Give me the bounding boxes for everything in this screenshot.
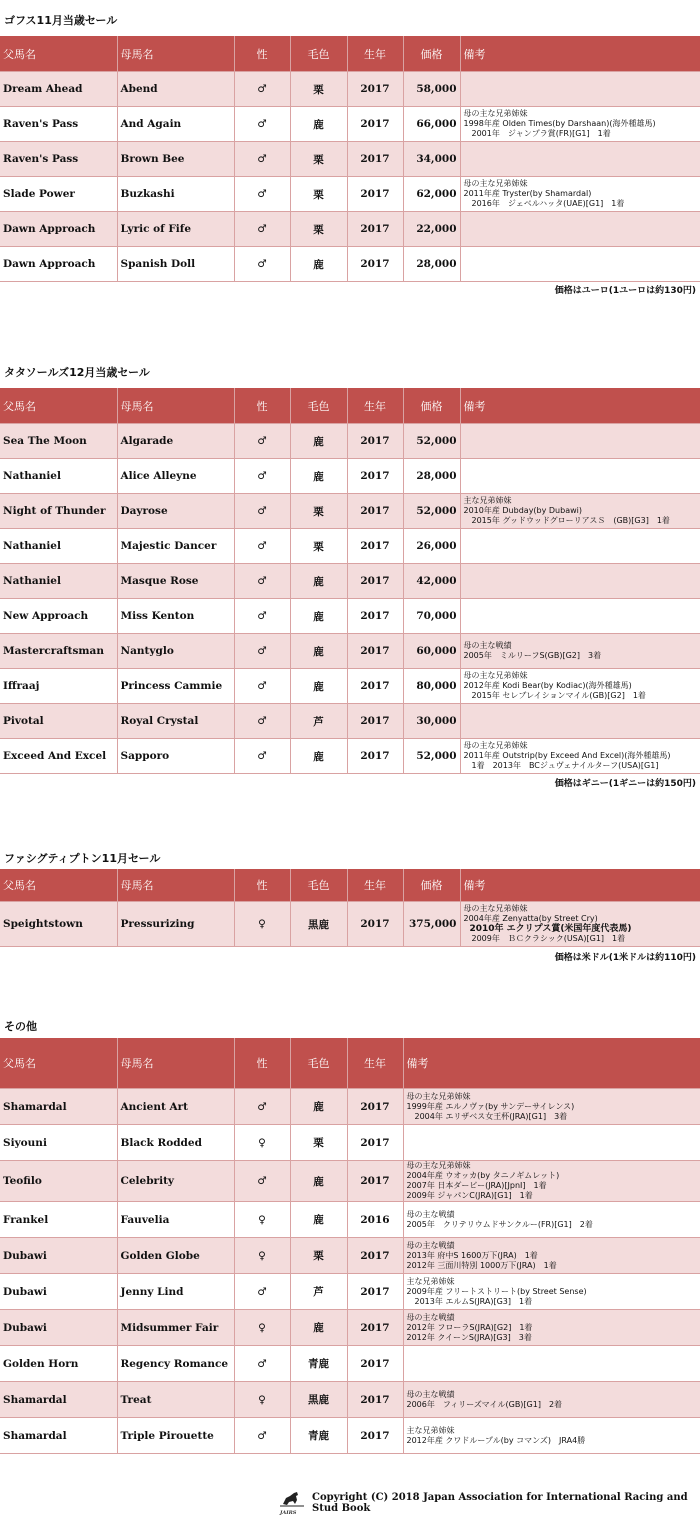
birth-year-cell: 2017: [347, 1310, 403, 1346]
table-row: [0, 669, 700, 704]
dam-cell: Fauvelia: [117, 1202, 234, 1238]
note-cell: [460, 529, 700, 564]
note-cell: [460, 459, 700, 494]
price-cell: 375,000: [403, 902, 460, 947]
coat-color-cell: 鹿: [290, 739, 347, 774]
sire-cell: Exceed And Excel: [0, 739, 117, 774]
note-line: 2011年産 Tryster(by Shamardal): [463, 189, 592, 198]
coat-color-cell: 栗: [290, 72, 347, 107]
dam-cell: Jenny Lind: [117, 1274, 234, 1310]
note-line: 母の主な兄弟姉妹: [406, 1091, 471, 1101]
note-line: 2005年 クリテリウムドサンクルー(FR)[G1] 2着: [406, 1219, 593, 1229]
birth-year-cell: 2016: [347, 1202, 403, 1238]
note-cell: [460, 72, 700, 107]
sex-cell: ♂: [234, 177, 290, 212]
note-cell: [460, 494, 700, 529]
col-sire: 父馬名: [0, 36, 117, 72]
note-cell: [460, 424, 700, 459]
coat-color-cell: 栗: [290, 212, 347, 247]
price-cell: 34,000: [403, 142, 460, 177]
birth-year-cell: 2017: [347, 1161, 403, 1202]
price-footnote-goffs: 価格はユーロ(1ユーロは約130円): [554, 286, 696, 296]
dam-cell: Royal Crystal: [117, 704, 234, 739]
sire-cell: Golden Horn: [0, 1346, 117, 1382]
note-cell: [403, 1310, 700, 1346]
note-line: 母の主な兄弟姉妹: [463, 904, 528, 913]
birth-year-cell: 2017: [347, 669, 403, 704]
price-footnote-tattersalls: 価格はギニー(1ギニーは約150円): [554, 779, 696, 789]
note-line: 母の主な兄弟姉妹: [463, 741, 528, 750]
sire-cell: Frankel: [0, 1202, 117, 1238]
note-cell: [460, 212, 700, 247]
sex-cell: ♂: [234, 564, 290, 599]
note-line: 2009年産 フリートストリート(by Street Sense): [406, 1286, 587, 1296]
note-line: 母の主な戦績: [406, 1209, 455, 1219]
dam-cell: And Again: [117, 107, 234, 142]
birth-year-cell: 2017: [347, 1346, 403, 1382]
sex-cell: ♀: [234, 1310, 290, 1346]
table-row: [0, 212, 700, 247]
sire-cell: Sea The Moon: [0, 424, 117, 459]
dam-cell: Abend: [117, 72, 234, 107]
col-sex: 性: [234, 869, 290, 902]
sex-cell: ♂: [234, 529, 290, 564]
note-line: 2013年 府中S 1600万下(JRA) 1着: [406, 1250, 538, 1260]
birth-year-cell: 2017: [347, 634, 403, 669]
dam-cell: Nantyglo: [117, 634, 234, 669]
dam-cell: Dayrose: [117, 494, 234, 529]
table-row: [0, 1346, 700, 1382]
birth-year-cell: 2017: [347, 142, 403, 177]
dam-cell: Buzkashi: [117, 177, 234, 212]
col-note: 備考: [460, 388, 700, 424]
birth-year-cell: 2017: [347, 1274, 403, 1310]
sire-cell: Teofilo: [0, 1161, 117, 1202]
price-cell: 28,000: [403, 459, 460, 494]
dam-cell: Ancient Art: [117, 1089, 234, 1125]
sire-cell: Dawn Approach: [0, 247, 117, 282]
coat-color-cell: 鹿: [290, 107, 347, 142]
price-cell: 66,000: [403, 107, 460, 142]
sex-cell: ♂: [234, 669, 290, 704]
dam-cell: Regency Romance: [117, 1346, 234, 1382]
col-dam: 母馬名: [117, 1038, 234, 1089]
price-cell: 62,000: [403, 177, 460, 212]
note-line: 母の主な戦績: [406, 1389, 455, 1399]
coat-color-cell: 黒鹿: [290, 902, 347, 947]
note-cell: [460, 177, 700, 212]
dam-cell: Algarade: [117, 424, 234, 459]
sex-cell: ♀: [234, 902, 290, 947]
col-color: 毛色: [290, 1038, 347, 1089]
coat-color-cell: 栗: [290, 142, 347, 177]
note-line: 2016年 ジェベルハッタ(UAE)[G1] 1着: [463, 199, 625, 208]
price-cell: 26,000: [403, 529, 460, 564]
col-year: 生年: [347, 869, 403, 902]
note-cell: [460, 902, 700, 947]
note-line: 母の主な戦績: [406, 1240, 455, 1250]
dam-cell: Masque Rose: [117, 564, 234, 599]
copyright-footer: [280, 1490, 700, 1516]
sex-cell: ♂: [234, 212, 290, 247]
sale-table-tattersalls: [0, 388, 700, 774]
price-cell: 52,000: [403, 494, 460, 529]
logo-text: JAIRS: [280, 1510, 297, 1516]
coat-color-cell: 鹿: [290, 1310, 347, 1346]
price-cell: 70,000: [403, 599, 460, 634]
dam-cell: Treat: [117, 1382, 234, 1418]
table-row: [0, 424, 700, 459]
table-row: [0, 1125, 700, 1161]
table-row: [0, 1382, 700, 1418]
price-cell: 60,000: [403, 634, 460, 669]
note-line: 2010年 エクリプス賞(米国年度代表馬): [469, 924, 632, 934]
table-row: [0, 494, 700, 529]
note-line: 2015年 グッドウッドグローリアスＳ (GB)[G3] 1着: [463, 516, 670, 525]
dam-cell: Golden Globe: [117, 1238, 234, 1274]
birth-year-cell: 2017: [347, 494, 403, 529]
table-row: [0, 739, 700, 774]
birth-year-cell: 2017: [347, 459, 403, 494]
table-row: [0, 459, 700, 494]
copyright-text: Copyright (C) 2018 Japan Association for International Racing and Stud Book: [312, 1492, 688, 1514]
note-line: 2009年 ＢＣクラシック(USA)[G1] 1着: [463, 934, 626, 943]
sire-cell: Siyouni: [0, 1125, 117, 1161]
table-row: [0, 1202, 700, 1238]
col-sire: 父馬名: [0, 1038, 117, 1089]
note-cell: [460, 739, 700, 774]
note-line: 母の主な兄弟姉妹: [463, 179, 528, 188]
sex-cell: ♂: [234, 1346, 290, 1382]
dam-cell: Brown Bee: [117, 142, 234, 177]
note-cell: [403, 1202, 700, 1238]
col-color: 毛色: [290, 388, 347, 424]
birth-year-cell: 2017: [347, 72, 403, 107]
coat-color-cell: 栗: [290, 1238, 347, 1274]
sex-cell: ♀: [234, 1382, 290, 1418]
table-row: [0, 1418, 700, 1454]
table-row: [0, 564, 700, 599]
note-line: 2006年 フィリーズマイル(GB)[G1] 2着: [406, 1399, 563, 1409]
dam-cell: Princess Cammie: [117, 669, 234, 704]
sire-cell: Dubawi: [0, 1274, 117, 1310]
note-cell: [403, 1382, 700, 1418]
col-sex: 性: [234, 1038, 290, 1089]
table-row: [0, 142, 700, 177]
table-row: [0, 1238, 700, 1274]
horse-logo-icon: [280, 1490, 304, 1516]
birth-year-cell: 2017: [347, 1089, 403, 1125]
sire-cell: Dream Ahead: [0, 72, 117, 107]
table-row: [0, 1310, 700, 1346]
note-line: 2012年 クイーンS(JRA)[G3] 3着: [406, 1332, 532, 1342]
section-title-tattersalls: タタソールズ12月当歳セール: [4, 366, 150, 379]
birth-year-cell: 2017: [347, 107, 403, 142]
dam-cell: Celebrity: [117, 1161, 234, 1202]
birth-year-cell: 2017: [347, 212, 403, 247]
col-dam: 母馬名: [117, 388, 234, 424]
coat-color-cell: 鹿: [290, 564, 347, 599]
col-sex: 性: [234, 36, 290, 72]
birth-year-cell: 2017: [347, 739, 403, 774]
dam-cell: Miss Kenton: [117, 599, 234, 634]
sex-cell: ♂: [234, 459, 290, 494]
sex-cell: ♂: [234, 1161, 290, 1202]
sire-cell: Pivotal: [0, 704, 117, 739]
sale-table-other: [0, 1038, 700, 1454]
note-line: 主な兄弟姉妹: [463, 496, 512, 505]
sire-cell: Speightstown: [0, 902, 117, 947]
dam-cell: Alice Alleyne: [117, 459, 234, 494]
birth-year-cell: 2017: [347, 1382, 403, 1418]
col-price: 価格: [403, 36, 460, 72]
coat-color-cell: 鹿: [290, 599, 347, 634]
sex-cell: ♂: [234, 599, 290, 634]
note-line: 2012年 フローラS(JRA)[G2] 1着: [406, 1322, 533, 1332]
table-row: [0, 72, 700, 107]
dam-cell: Sapporo: [117, 739, 234, 774]
sale-table-fasig-tipton: [0, 869, 700, 947]
col-price: 価格: [403, 388, 460, 424]
sire-cell: Slade Power: [0, 177, 117, 212]
sire-cell: Mastercraftsman: [0, 634, 117, 669]
note-line: 2010年産 Dubday(by Dubawi): [463, 506, 582, 515]
table-row: [0, 599, 700, 634]
sex-cell: ♂: [234, 107, 290, 142]
col-price: 価格: [403, 869, 460, 902]
dam-cell: Midsummer Fair: [117, 1310, 234, 1346]
note-line: 2004年 エリザベス女王杯(JRA)[G1] 3着: [406, 1111, 568, 1121]
col-note: 備考: [460, 36, 700, 72]
sire-cell: Dubawi: [0, 1310, 117, 1346]
col-year: 生年: [347, 36, 403, 72]
note-line: 1998年産 Olden Times(by Darshaan)(海外種雄馬): [463, 119, 656, 128]
sire-cell: New Approach: [0, 599, 117, 634]
sire-cell: Iffraaj: [0, 669, 117, 704]
price-cell: 22,000: [403, 212, 460, 247]
birth-year-cell: 2017: [347, 599, 403, 634]
note-cell: [403, 1161, 700, 1202]
col-color: 毛色: [290, 869, 347, 902]
sex-cell: ♀: [234, 1238, 290, 1274]
sex-cell: ♂: [234, 739, 290, 774]
coat-color-cell: 鹿: [290, 634, 347, 669]
note-cell: [460, 107, 700, 142]
table-row: [0, 704, 700, 739]
note-cell: [403, 1274, 700, 1310]
note-cell: [403, 1418, 700, 1454]
sire-cell: Shamardal: [0, 1382, 117, 1418]
note-cell: [460, 247, 700, 282]
col-year: 生年: [347, 388, 403, 424]
coat-color-cell: 栗: [290, 177, 347, 212]
note-line: 主な兄弟姉妹: [406, 1276, 455, 1286]
note-line: 2013年 エルムS(JRA)[G3] 1着: [406, 1296, 533, 1306]
sex-cell: ♀: [234, 1202, 290, 1238]
note-cell: [403, 1238, 700, 1274]
table-row: [0, 177, 700, 212]
coat-color-cell: 鹿: [290, 459, 347, 494]
note-line: 2004年産 ウオッカ(by タニノギムレット): [406, 1171, 560, 1180]
note-line: 2005年 ミルリーフS(GB)[G2] 3着: [463, 651, 602, 660]
col-note: 備考: [460, 869, 700, 902]
col-year: 生年: [347, 1038, 403, 1089]
birth-year-cell: 2017: [347, 564, 403, 599]
sire-cell: Dubawi: [0, 1238, 117, 1274]
note-cell: [403, 1346, 700, 1382]
birth-year-cell: 2017: [347, 177, 403, 212]
note-cell: [460, 669, 700, 704]
col-note: 備考: [403, 1038, 700, 1089]
note-cell: [460, 704, 700, 739]
sex-cell: ♂: [234, 1274, 290, 1310]
col-sire: 父馬名: [0, 388, 117, 424]
note-cell: [403, 1089, 700, 1125]
dam-cell: Majestic Dancer: [117, 529, 234, 564]
sire-cell: Shamardal: [0, 1418, 117, 1454]
note-line: 2011年産 Outstrip(by Exceed And Excel)(海外種雄馬): [463, 751, 671, 760]
coat-color-cell: 鹿: [290, 1089, 347, 1125]
section-title-goffs: ゴフス11月当歳セール: [4, 14, 118, 27]
table-row: [0, 529, 700, 564]
note-cell: [460, 142, 700, 177]
col-dam: 母馬名: [117, 36, 234, 72]
note-line: 母の主な戦績: [463, 641, 512, 650]
dam-cell: Pressurizing: [117, 902, 234, 947]
note-line: 2012年産 Kodi Bear(by Kodiac)(海外種雄馬): [463, 681, 632, 690]
price-cell: 58,000: [403, 72, 460, 107]
coat-color-cell: 芦: [290, 1274, 347, 1310]
coat-color-cell: 芦: [290, 704, 347, 739]
price-cell: 28,000: [403, 247, 460, 282]
col-dam: 母馬名: [117, 869, 234, 902]
dam-cell: Lyric of Fife: [117, 212, 234, 247]
sex-cell: ♂: [234, 704, 290, 739]
sex-cell: ♂: [234, 634, 290, 669]
table-row: [0, 247, 700, 282]
coat-color-cell: 栗: [290, 529, 347, 564]
coat-color-cell: 栗: [290, 494, 347, 529]
coat-color-cell: 鹿: [290, 1161, 347, 1202]
birth-year-cell: 2017: [347, 1418, 403, 1454]
note-line: 2001年 ジャンプラ賞(FR)[G1] 1着: [463, 129, 611, 138]
dam-cell: Spanish Doll: [117, 247, 234, 282]
sex-cell: ♂: [234, 142, 290, 177]
coat-color-cell: 鹿: [290, 247, 347, 282]
birth-year-cell: 2017: [347, 1238, 403, 1274]
birth-year-cell: 2017: [347, 247, 403, 282]
section-title-other: その他: [4, 1020, 37, 1033]
coat-color-cell: 鹿: [290, 669, 347, 704]
price-cell: 52,000: [403, 424, 460, 459]
dam-cell: Triple Pirouette: [117, 1418, 234, 1454]
coat-color-cell: 青鹿: [290, 1346, 347, 1382]
birth-year-cell: 2017: [347, 704, 403, 739]
note-cell: [460, 564, 700, 599]
col-color: 毛色: [290, 36, 347, 72]
dam-cell: Black Rodded: [117, 1125, 234, 1161]
sire-cell: Nathaniel: [0, 459, 117, 494]
sale-table-goffs: [0, 36, 700, 282]
note-line: 主な兄弟姉妹: [406, 1425, 455, 1435]
note-line: 母の主な兄弟姉妹: [463, 671, 528, 680]
sire-cell: Shamardal: [0, 1089, 117, 1125]
sire-cell: Raven's Pass: [0, 107, 117, 142]
note-line: 2012年産 クワドループル(by コマンズ) JRA4勝: [406, 1435, 586, 1445]
col-sire: 父馬名: [0, 869, 117, 902]
sex-cell: ♂: [234, 247, 290, 282]
sire-cell: Dawn Approach: [0, 212, 117, 247]
note-line: 母の主な兄弟姉妹: [406, 1161, 471, 1170]
note-line: 母の主な兄弟姉妹: [463, 109, 528, 118]
sex-cell: ♀: [234, 1125, 290, 1161]
birth-year-cell: 2017: [347, 1125, 403, 1161]
note-line: 2004年産 Zenyatta(by Street Cry): [463, 914, 598, 923]
price-cell: 80,000: [403, 669, 460, 704]
birth-year-cell: 2017: [347, 902, 403, 947]
note-cell: [460, 634, 700, 669]
sex-cell: ♂: [234, 424, 290, 459]
price-cell: 42,000: [403, 564, 460, 599]
note-line: 1着 2013年 BCジュヴェナイルターフ(USA)[G1]: [463, 761, 659, 770]
birth-year-cell: 2017: [347, 529, 403, 564]
sex-cell: ♂: [234, 1089, 290, 1125]
col-sex: 性: [234, 388, 290, 424]
birth-year-cell: 2017: [347, 424, 403, 459]
sire-cell: Raven's Pass: [0, 142, 117, 177]
note-line: 母の主な戦績: [406, 1312, 455, 1322]
sex-cell: ♂: [234, 72, 290, 107]
sex-cell: ♂: [234, 494, 290, 529]
note-line: 2009年 ジャパンC(JRA)[G1] 1着: [406, 1191, 533, 1200]
price-footnote-fasig-tipton: 価格は米ドル(1米ドルは約110円): [554, 953, 696, 963]
sire-cell: Night of Thunder: [0, 494, 117, 529]
note-line: 2015年 セレブレイションマイル(GB)[G2] 1着: [463, 691, 646, 700]
sire-cell: Nathaniel: [0, 564, 117, 599]
table-row: [0, 1161, 700, 1202]
table-row: [0, 634, 700, 669]
table-row: [0, 107, 700, 142]
coat-color-cell: 黒鹿: [290, 1382, 347, 1418]
note-line: 2007年 日本ダービー(JRA)[JpnⅠ] 1着: [406, 1181, 547, 1190]
note-line: 1999年産 エルノヴァ(by サンデーサイレンス): [406, 1101, 575, 1111]
note-cell: [460, 599, 700, 634]
note-line: 2012年 三面川特別 1000万下(JRA) 1着: [406, 1260, 557, 1270]
coat-color-cell: 鹿: [290, 424, 347, 459]
section-title-fasig-tipton: ファシグティプトン11月セール: [4, 852, 161, 865]
coat-color-cell: 青鹿: [290, 1418, 347, 1454]
sex-cell: ♂: [234, 1418, 290, 1454]
coat-color-cell: 鹿: [290, 1202, 347, 1238]
coat-color-cell: 栗: [290, 1125, 347, 1161]
price-cell: 52,000: [403, 739, 460, 774]
sire-cell: Nathaniel: [0, 529, 117, 564]
table-row: [0, 1089, 700, 1125]
table-row: [0, 902, 700, 947]
note-cell: [403, 1125, 700, 1161]
price-cell: 30,000: [403, 704, 460, 739]
table-row: [0, 1274, 700, 1310]
